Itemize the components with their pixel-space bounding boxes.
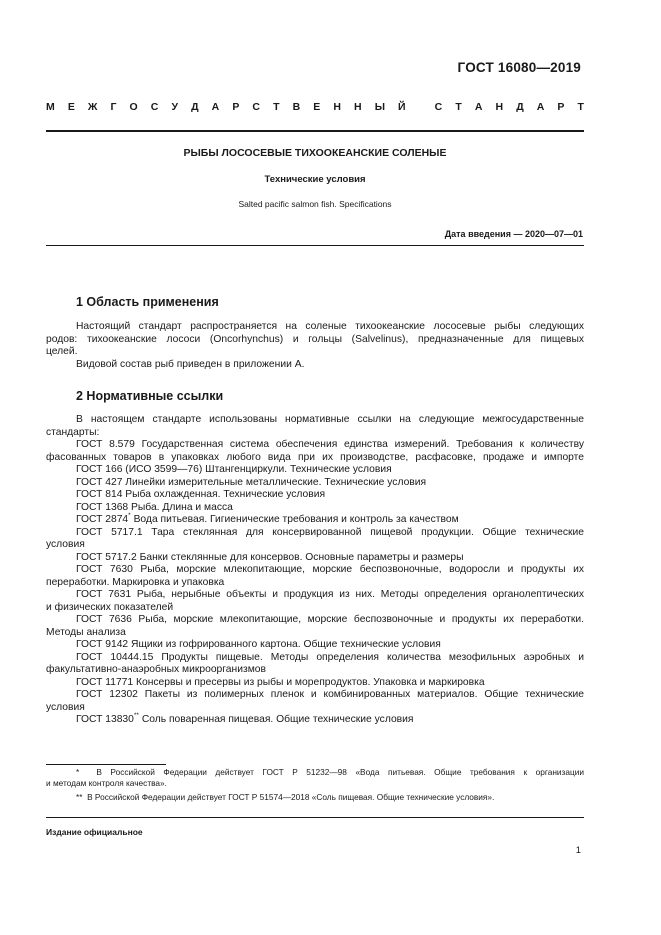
text-line: Видовой состав рыб приведен в приложении А.	[76, 358, 305, 370]
introduction-date: Дата введения — 2020—07—01	[444, 229, 583, 239]
reference-item-cont: условия	[46, 539, 85, 550]
footnote-marker: *	[128, 512, 131, 519]
footnote-line	[46, 767, 584, 778]
heading-letter: В	[292, 101, 301, 113]
heading-letter: О	[129, 101, 138, 113]
reference-item: ГОСТ 427 Линейки измерительные металлические. Технические условия	[76, 476, 427, 488]
heading-letter: Й	[398, 101, 406, 113]
document-title: РЫБЫ ЛОСОСЕВЫЕ ТИХООКЕАНСКИЕ СОЛЕНЫЕ	[183, 147, 447, 159]
reference-item-cont: и физических показателей	[46, 601, 174, 613]
reference-item	[46, 714, 584, 727]
section-2-body	[46, 414, 584, 727]
footer-rule	[46, 817, 584, 818]
footnote-line	[46, 792, 584, 803]
reference-item: ГОСТ 12302 Пакеты из полимерных пленок и комбинированных материалов. Общие технические	[76, 689, 584, 700]
reference-code: ГОСТ 2874	[76, 514, 129, 525]
page-number: 1	[575, 845, 581, 856]
heading-letter: Д	[516, 101, 524, 113]
reference-item: ГОСТ 166 (ИСО 3599—76) Штангенциркули. Технические условия	[76, 464, 392, 475]
reference-item-cont: фасованных товаров в упаковках любого вида при их производстве, расфасовке, продаже и импорте	[46, 451, 584, 463]
document-title-english: Salted pacific salmon fish. Specifications	[238, 199, 392, 209]
text-line: Настоящий стандарт распространяется на соленые тихоокеанские лососевые рыбы следующих	[76, 321, 584, 332]
heading-letter: Р	[557, 101, 565, 113]
text-line: В настоящем стандарте использованы нормативные ссылки на следующие межгосударственные	[76, 414, 584, 425]
reference-item-cont: Методы анализа	[46, 626, 126, 638]
gost-number: ГОСТ 16080—2019	[457, 60, 581, 75]
interstate-standard-heading	[46, 101, 584, 113]
reference-item-cont: факультативно-анаэробных микроорганизмов	[46, 664, 266, 675]
reference-item: ГОСТ 5717.1 Тара стеклянная для консервированной пищевой продукции. Общие технические	[76, 526, 584, 538]
heading-letter: Т	[273, 101, 280, 113]
footnote-mark: *	[76, 767, 80, 777]
heading-letter: Н	[495, 101, 504, 113]
heading-letter: Е	[67, 101, 75, 113]
heading-letter: Ы	[374, 101, 385, 113]
header-rule	[46, 130, 584, 132]
title-rule	[46, 245, 584, 246]
footnote-text: В Российской Федерации действует ГОСТ Р 51574—2018 «Соль пищевая. Общие технические условия».	[87, 792, 495, 802]
reference-code: ГОСТ 13830	[76, 714, 134, 725]
footnote-line: и методам контроля качества».	[46, 778, 167, 788]
heading-letter: С	[150, 101, 159, 113]
reference-item	[46, 514, 584, 527]
heading-letter: Р	[232, 101, 240, 113]
reference-item: ГОСТ 9142 Ящики из гофрированного картона. Общие технические условия	[76, 639, 441, 650]
heading-letter: У	[171, 101, 178, 113]
text-line: родов: тихоокеанские лососи (Oncorhynchus) и гольцы (Salvelinus), предназначенные для пищевых	[46, 333, 584, 345]
footnote-marker: **	[133, 712, 139, 719]
footnote-1	[46, 767, 584, 789]
heading-letter: Ж	[87, 101, 98, 113]
reference-item-cont: условия	[46, 701, 85, 713]
reference-item: ГОСТ 8.579 Государственная система обеспечения единства измерений. Требования к количеству	[76, 439, 584, 450]
reference-item: ГОСТ 1368 Рыба. Длина и масса	[76, 501, 233, 513]
reference-title: Соль поваренная пищевая. Общие технические условия	[138, 714, 414, 725]
section-1-title: 1 Область применения	[76, 295, 219, 309]
heading-letter: Е	[313, 101, 321, 113]
heading-letter: М	[46, 101, 55, 113]
heading-letter: Н	[354, 101, 362, 113]
reference-title: Вода питьевая. Гигиенические требования и контроль за качеством	[130, 514, 459, 525]
reference-item: ГОСТ 7630 Рыба, морские млекопитающие, морские беспозвоночные, водоросли и продукты их	[76, 564, 584, 575]
heading-letter: А	[536, 101, 545, 113]
footnote-2	[46, 792, 584, 803]
heading-letter: Т	[577, 101, 584, 113]
section-2-title: 2 Нормативные ссылки	[76, 389, 224, 403]
heading-letter: А	[474, 101, 483, 113]
heading-letter: А	[211, 101, 220, 113]
heading-letter: Т	[455, 101, 462, 113]
section-1-body	[46, 321, 584, 371]
footnote-rule	[46, 764, 166, 765]
official-edition-label: Издание официальное	[46, 827, 143, 837]
reference-item: ГОСТ 7631 Рыба, нерыбные объекты и продукция из них. Методы определения органолептических	[76, 589, 584, 600]
heading-letter: Г	[110, 101, 117, 113]
text-line: стандарты:	[46, 426, 100, 438]
heading-letter: Н	[333, 101, 341, 113]
reference-item: ГОСТ 814 Рыба охлажденная. Технические условия	[76, 489, 326, 500]
reference-item: ГОСТ 10444.15 Продукты пищевые. Методы определения количества мезофильных аэробных и	[76, 651, 584, 663]
heading-letter	[419, 101, 422, 113]
text-line: целей.	[46, 346, 78, 357]
heading-letter: Д	[191, 101, 199, 113]
heading-letter: С	[252, 101, 260, 113]
document-subtitle: Технические условия	[264, 174, 366, 185]
heading-letter: С	[434, 101, 443, 113]
footnote-mark: **	[76, 792, 83, 802]
reference-item: ГОСТ 5717.2 Банки стеклянные для консервов. Основные параметры и размеры	[76, 551, 464, 563]
reference-item: ГОСТ 11771 Консервы и пресервы из рыбы и морепродуктов. Упаковка и маркировка	[76, 676, 485, 688]
reference-item: ГОСТ 7636 Рыба, морские млекопитающие, морские беспозвоночные и продукты их переработки.	[76, 614, 584, 625]
reference-item-cont: переработки. Маркировка и упаковка	[46, 576, 225, 588]
footnote-text: В Российской Федерации действует ГОСТ Р 51232—98 «Вода питьевая. Общие требования к организации	[96, 767, 584, 777]
